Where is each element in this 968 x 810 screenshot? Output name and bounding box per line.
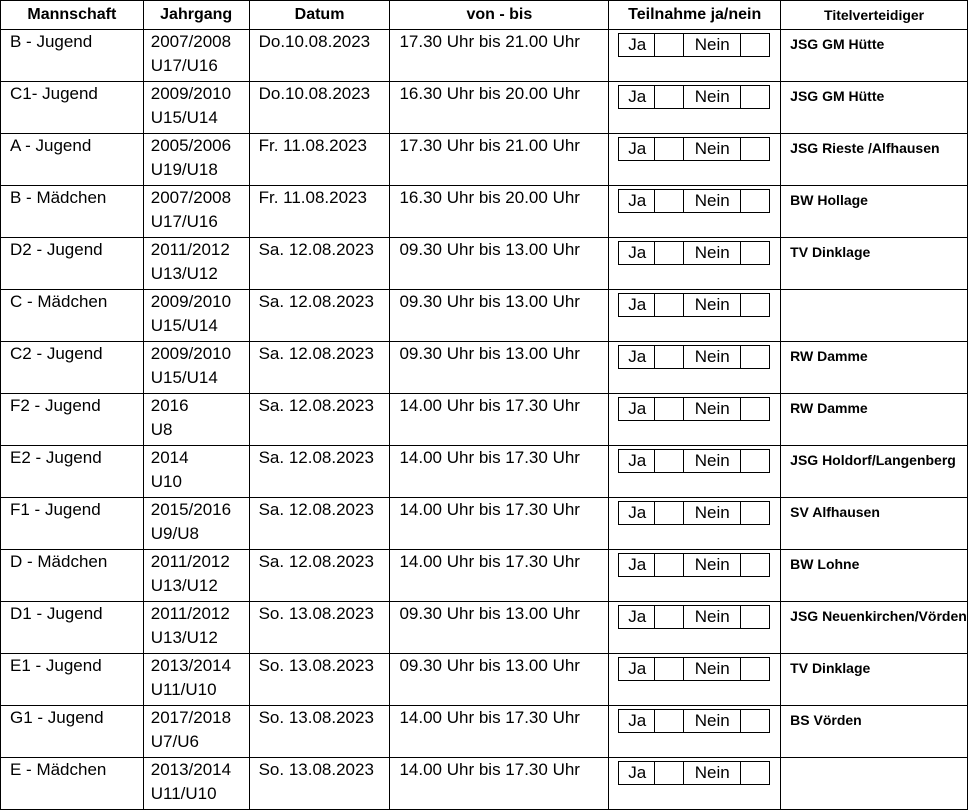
yes-checkbox[interactable] xyxy=(655,502,684,524)
age-class: U19/U18 xyxy=(150,160,218,179)
no-label: Nein xyxy=(684,138,741,160)
birth-years: 2007/2008 xyxy=(150,32,232,51)
team-cell: F1 - Jugend xyxy=(1,498,144,550)
no-checkbox[interactable] xyxy=(741,398,769,420)
time-cell: 14.00 Uhr bis 17.30 Uhr xyxy=(390,394,609,446)
no-label: Nein xyxy=(684,658,741,680)
date-cell: Do.10.08.2023 xyxy=(249,82,390,134)
year-cell xyxy=(143,82,249,134)
title-holder-cell: JSG Rieste /Alfhausen xyxy=(781,134,968,186)
team-cell: C - Mädchen xyxy=(1,290,144,342)
participation-choice xyxy=(618,605,770,629)
table-row xyxy=(1,82,968,134)
team-cell: B - Jugend xyxy=(1,30,144,82)
age-class: U8 xyxy=(150,420,173,439)
column-header-participation: Teilnahme ja/nein xyxy=(609,1,781,30)
table-row xyxy=(1,758,968,810)
time-cell: 09.30 Uhr bis 13.00 Uhr xyxy=(390,342,609,394)
title-holder-cell xyxy=(781,758,968,810)
yes-checkbox[interactable] xyxy=(655,242,684,264)
birth-years: 2014 xyxy=(150,448,189,467)
age-class: U11/U10 xyxy=(150,680,217,699)
participation-choice xyxy=(618,345,770,369)
title-holder-cell: BW Hollage xyxy=(781,186,968,238)
participation-choice xyxy=(618,501,770,525)
yes-checkbox[interactable] xyxy=(655,606,684,628)
participation-choice xyxy=(618,137,770,161)
yes-label: Ja xyxy=(619,242,655,264)
birth-years: 2016 xyxy=(150,396,189,415)
table-row xyxy=(1,446,968,498)
time-cell: 14.00 Uhr bis 17.30 Uhr xyxy=(390,550,609,602)
title-holder-cell: JSG Neuenkirchen/Vörden xyxy=(781,602,968,654)
team-cell: D - Mädchen xyxy=(1,550,144,602)
yes-checkbox[interactable] xyxy=(655,138,684,160)
table-row xyxy=(1,394,968,446)
participation-cell xyxy=(609,550,781,602)
yes-label: Ja xyxy=(619,86,655,108)
year-cell xyxy=(143,706,249,758)
no-label: Nein xyxy=(684,710,741,732)
yes-checkbox[interactable] xyxy=(655,450,684,472)
time-cell: 14.00 Uhr bis 17.30 Uhr xyxy=(390,758,609,810)
birth-years: 2011/2012 xyxy=(150,240,230,259)
participation-choice xyxy=(618,709,770,733)
yes-label: Ja xyxy=(619,606,655,628)
year-cell xyxy=(143,550,249,602)
title-holder-cell: BW Lohne xyxy=(781,550,968,602)
table-row xyxy=(1,186,968,238)
date-cell: Sa. 12.08.2023 xyxy=(249,290,390,342)
date-cell: Sa. 12.08.2023 xyxy=(249,446,390,498)
participation-choice xyxy=(618,189,770,213)
table-header xyxy=(1,1,968,30)
year-cell xyxy=(143,30,249,82)
date-cell: Sa. 12.08.2023 xyxy=(249,342,390,394)
no-checkbox[interactable] xyxy=(741,658,769,680)
time-cell: 17.30 Uhr bis 21.00 Uhr xyxy=(390,134,609,186)
birth-years: 2011/2012 xyxy=(150,552,230,571)
table-row xyxy=(1,30,968,82)
column-header-year: Jahrgang xyxy=(143,1,249,30)
participation-cell xyxy=(609,82,781,134)
birth-years: 2005/2006 xyxy=(150,136,232,155)
age-class: U17/U16 xyxy=(150,212,218,231)
yes-label: Ja xyxy=(619,346,655,368)
yes-label: Ja xyxy=(619,398,655,420)
no-label: Nein xyxy=(684,86,741,108)
table-row xyxy=(1,238,968,290)
birth-years: 2013/2014 xyxy=(150,760,232,779)
date-cell: So. 13.08.2023 xyxy=(249,706,390,758)
no-label: Nein xyxy=(684,502,741,524)
no-label: Nein xyxy=(684,190,741,212)
year-cell xyxy=(143,394,249,446)
team-cell: E2 - Jugend xyxy=(1,446,144,498)
age-class: U7/U6 xyxy=(150,732,199,751)
yes-label: Ja xyxy=(619,554,655,576)
no-checkbox[interactable] xyxy=(741,762,769,784)
no-checkbox[interactable] xyxy=(741,502,769,524)
yes-checkbox[interactable] xyxy=(655,294,684,316)
participation-choice xyxy=(618,761,770,785)
yes-label: Ja xyxy=(619,762,655,784)
team-cell: D2 - Jugend xyxy=(1,238,144,290)
no-label: Nein xyxy=(684,762,741,784)
no-checkbox[interactable] xyxy=(741,710,769,732)
birth-years: 2009/2010 xyxy=(150,292,232,311)
title-holder-cell: RW Damme xyxy=(781,394,968,446)
time-cell: 16.30 Uhr bis 20.00 Uhr xyxy=(390,82,609,134)
participation-cell xyxy=(609,446,781,498)
yes-label: Ja xyxy=(619,34,655,56)
birth-years: 2013/2014 xyxy=(150,656,232,675)
yes-label: Ja xyxy=(619,190,655,212)
team-cell: B - Mädchen xyxy=(1,186,144,238)
yes-label: Ja xyxy=(619,450,655,472)
date-cell: Sa. 12.08.2023 xyxy=(249,498,390,550)
column-header-time: von - bis xyxy=(390,1,609,30)
title-holder-cell xyxy=(781,290,968,342)
no-checkbox[interactable] xyxy=(741,86,769,108)
column-header-date: Datum xyxy=(249,1,390,30)
year-cell xyxy=(143,498,249,550)
age-class: U13/U12 xyxy=(150,576,218,595)
table-row xyxy=(1,342,968,394)
yes-checkbox[interactable] xyxy=(655,190,684,212)
participation-cell xyxy=(609,654,781,706)
year-cell xyxy=(143,446,249,498)
participation-cell xyxy=(609,290,781,342)
date-cell: So. 13.08.2023 xyxy=(249,654,390,706)
time-cell: 09.30 Uhr bis 13.00 Uhr xyxy=(390,602,609,654)
no-label: Nein xyxy=(684,606,741,628)
no-checkbox[interactable] xyxy=(741,294,769,316)
age-class: U13/U12 xyxy=(150,628,218,647)
participation-choice xyxy=(618,397,770,421)
yes-label: Ja xyxy=(619,294,655,316)
no-checkbox[interactable] xyxy=(741,554,769,576)
yes-label: Ja xyxy=(619,658,655,680)
age-class: U11/U10 xyxy=(150,784,217,803)
no-label: Nein xyxy=(684,346,741,368)
table-body xyxy=(1,30,968,810)
age-class: U10 xyxy=(150,472,182,491)
yes-checkbox[interactable] xyxy=(655,658,684,680)
title-holder-cell: JSG GM Hütte xyxy=(781,82,968,134)
date-cell: Sa. 12.08.2023 xyxy=(249,550,390,602)
no-checkbox[interactable] xyxy=(741,190,769,212)
date-cell: So. 13.08.2023 xyxy=(249,602,390,654)
no-label: Nein xyxy=(684,450,741,472)
birth-years: 2009/2010 xyxy=(150,344,232,363)
team-cell: E1 - Jugend xyxy=(1,654,144,706)
no-checkbox[interactable] xyxy=(741,606,769,628)
participation-choice xyxy=(618,553,770,577)
participation-cell xyxy=(609,706,781,758)
participation-cell xyxy=(609,758,781,810)
no-label: Nein xyxy=(684,554,741,576)
no-checkbox[interactable] xyxy=(741,242,769,264)
age-class: U9/U8 xyxy=(150,524,199,543)
table-row xyxy=(1,706,968,758)
column-header-team: Mannschaft xyxy=(1,1,144,30)
time-cell: 16.30 Uhr bis 20.00 Uhr xyxy=(390,186,609,238)
no-label: Nein xyxy=(684,242,741,264)
yes-checkbox[interactable] xyxy=(655,762,684,784)
date-cell: Fr. 11.08.2023 xyxy=(249,186,390,238)
no-checkbox[interactable] xyxy=(741,450,769,472)
yes-checkbox[interactable] xyxy=(655,346,684,368)
no-label: Nein xyxy=(684,34,741,56)
participation-cell xyxy=(609,394,781,446)
age-class: U17/U16 xyxy=(150,56,218,75)
time-cell: 14.00 Uhr bis 17.30 Uhr xyxy=(390,446,609,498)
header-row xyxy=(1,1,968,30)
participation-cell xyxy=(609,186,781,238)
yes-label: Ja xyxy=(619,710,655,732)
participation-cell xyxy=(609,30,781,82)
year-cell xyxy=(143,134,249,186)
age-class: U13/U12 xyxy=(150,264,218,283)
table-row xyxy=(1,654,968,706)
no-checkbox[interactable] xyxy=(741,34,769,56)
team-cell: D1 - Jugend xyxy=(1,602,144,654)
title-holder-cell: JSG GM Hütte xyxy=(781,30,968,82)
team-cell: A - Jugend xyxy=(1,134,144,186)
date-cell: Sa. 12.08.2023 xyxy=(249,394,390,446)
participation-choice xyxy=(618,85,770,109)
age-class: U15/U14 xyxy=(150,368,218,387)
participation-cell xyxy=(609,602,781,654)
yes-checkbox[interactable] xyxy=(655,34,684,56)
table-row xyxy=(1,602,968,654)
title-holder-cell: TV Dinklage xyxy=(781,654,968,706)
time-cell: 14.00 Uhr bis 17.30 Uhr xyxy=(390,706,609,758)
column-header-title-holder: Titelverteidiger xyxy=(781,1,968,30)
participation-cell xyxy=(609,238,781,290)
yes-checkbox[interactable] xyxy=(655,398,684,420)
team-cell: C2 - Jugend xyxy=(1,342,144,394)
date-cell: Do.10.08.2023 xyxy=(249,30,390,82)
table-row xyxy=(1,290,968,342)
no-label: Nein xyxy=(684,294,741,316)
team-cell: C1- Jugend xyxy=(1,82,144,134)
no-checkbox[interactable] xyxy=(741,346,769,368)
participation-choice xyxy=(618,33,770,57)
table-row xyxy=(1,134,968,186)
time-cell: 14.00 Uhr bis 17.30 Uhr xyxy=(390,498,609,550)
team-cell: F2 - Jugend xyxy=(1,394,144,446)
title-holder-cell: SV Alfhausen xyxy=(781,498,968,550)
time-cell: 17.30 Uhr bis 21.00 Uhr xyxy=(390,30,609,82)
time-cell: 09.30 Uhr bis 13.00 Uhr xyxy=(390,238,609,290)
participation-cell xyxy=(609,342,781,394)
participation-cell xyxy=(609,498,781,550)
participation-choice xyxy=(618,657,770,681)
birth-years: 2007/2008 xyxy=(150,188,232,207)
no-checkbox[interactable] xyxy=(741,138,769,160)
participation-choice xyxy=(618,293,770,317)
year-cell xyxy=(143,342,249,394)
date-cell: Sa. 12.08.2023 xyxy=(249,238,390,290)
title-holder-cell: RW Damme xyxy=(781,342,968,394)
team-cell: E - Mädchen xyxy=(1,758,144,810)
yes-label: Ja xyxy=(619,138,655,160)
birth-years: 2017/2018 xyxy=(150,708,232,727)
year-cell xyxy=(143,290,249,342)
birth-years: 2011/2012 xyxy=(150,604,230,623)
date-cell: So. 13.08.2023 xyxy=(249,758,390,810)
year-cell xyxy=(143,186,249,238)
title-holder-cell: BS Vörden xyxy=(781,706,968,758)
yes-checkbox[interactable] xyxy=(655,554,684,576)
team-cell: G1 - Jugend xyxy=(1,706,144,758)
participation-choice xyxy=(618,449,770,473)
year-cell xyxy=(143,238,249,290)
birth-years: 2015/2016 xyxy=(150,500,232,519)
yes-checkbox[interactable] xyxy=(655,710,684,732)
time-cell: 09.30 Uhr bis 13.00 Uhr xyxy=(390,290,609,342)
no-label: Nein xyxy=(684,398,741,420)
participation-choice xyxy=(618,241,770,265)
age-class: U15/U14 xyxy=(150,108,218,127)
age-class: U15/U14 xyxy=(150,316,218,335)
table-row xyxy=(1,550,968,602)
participation-cell xyxy=(609,134,781,186)
birth-years: 2009/2010 xyxy=(150,84,232,103)
yes-checkbox[interactable] xyxy=(655,86,684,108)
year-cell xyxy=(143,758,249,810)
table-row xyxy=(1,498,968,550)
time-cell: 09.30 Uhr bis 13.00 Uhr xyxy=(390,654,609,706)
title-holder-cell: TV Dinklage xyxy=(781,238,968,290)
title-holder-cell: JSG Holdorf/Langenberg xyxy=(781,446,968,498)
date-cell: Fr. 11.08.2023 xyxy=(249,134,390,186)
yes-label: Ja xyxy=(619,502,655,524)
year-cell xyxy=(143,602,249,654)
year-cell xyxy=(143,654,249,706)
